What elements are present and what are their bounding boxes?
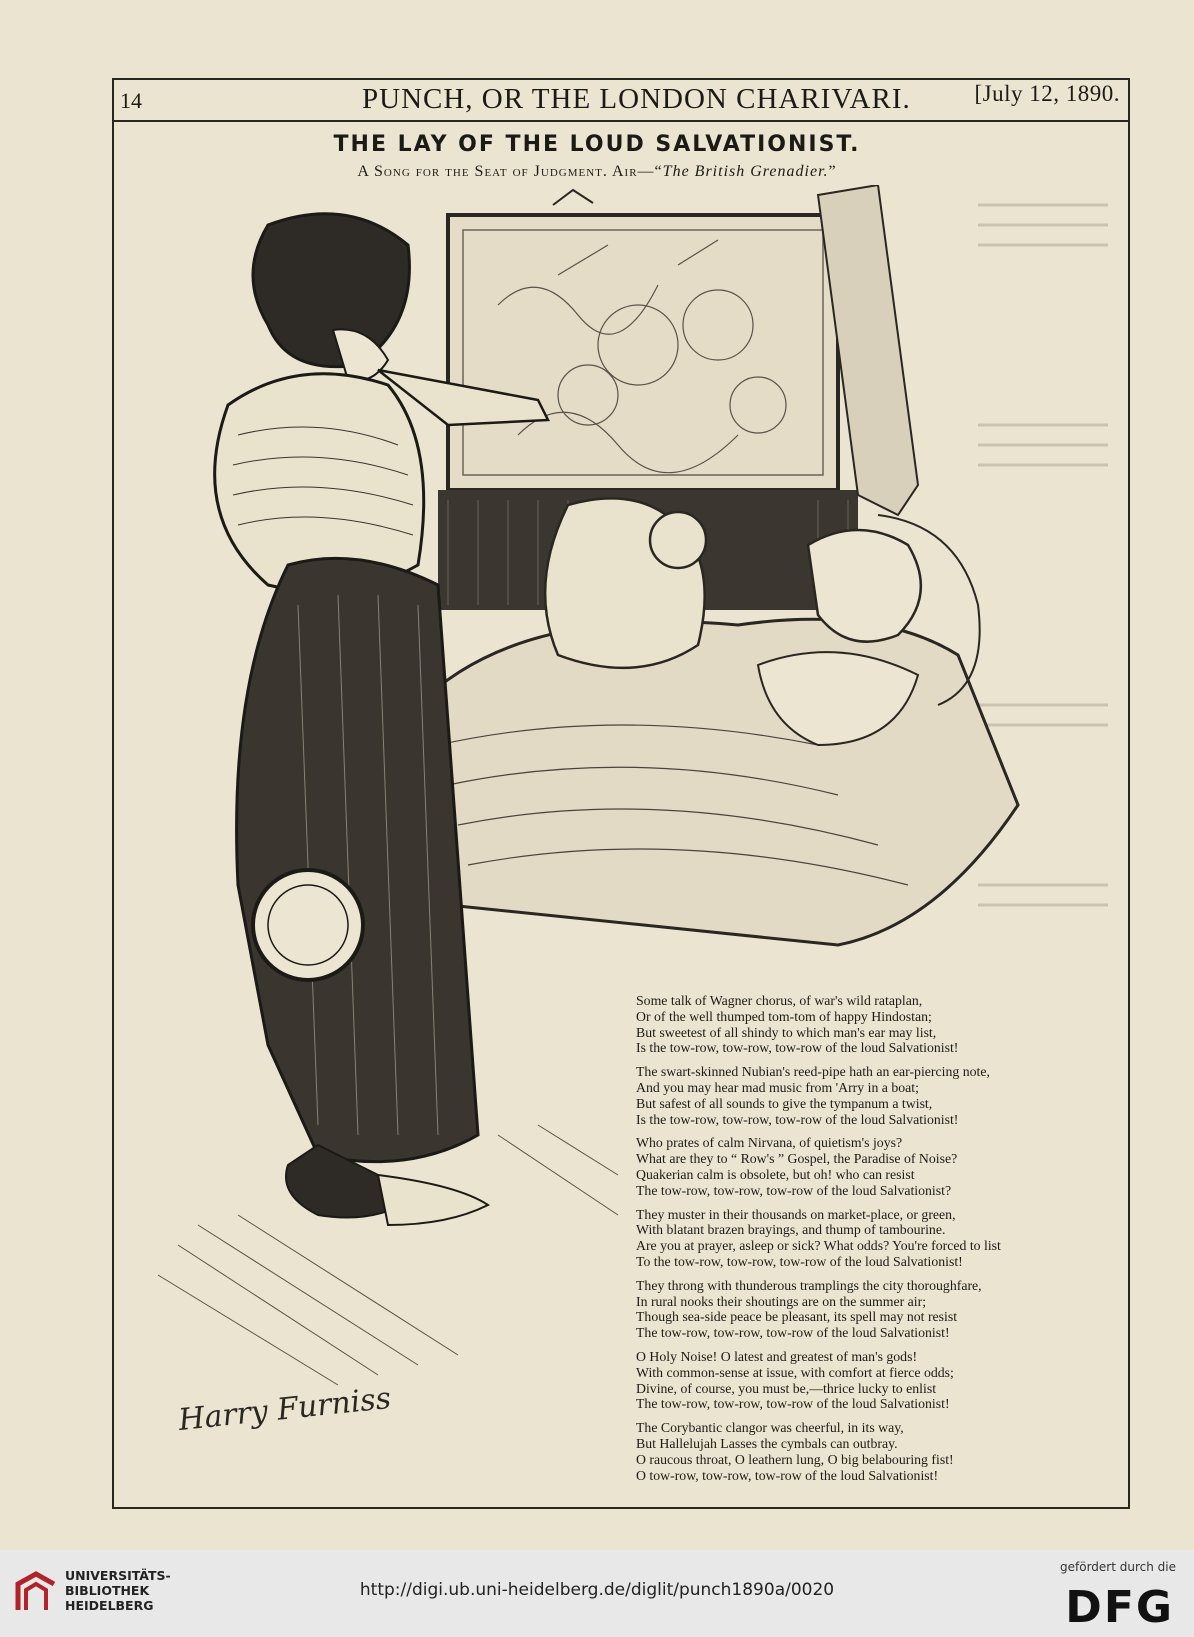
poem-line: Some talk of Wagner chorus, of war's wild rataplan, [636, 993, 923, 1008]
poem-line: O Holy Noise! O latest and greatest of man's gods! [636, 1348, 918, 1364]
sleeper-figure [545, 498, 706, 668]
poem-stanza [636, 1349, 1156, 1412]
permalink-url[interactable]: http://digi.ub.uni-heidelberg.de/diglit/punch1890a/0020 [359, 1580, 835, 1600]
poem-line: They throng with thunderous tramplings the city thoroughfare, [636, 1277, 982, 1293]
library-name-line3: HEIDELBERG [65, 1598, 154, 1613]
poem-line: Or of the well thumped tom-tom of happy Hindostan; [636, 1008, 932, 1024]
poem-line: But sweetest of all shindy to which man's ear may list, [636, 1024, 937, 1040]
poem-line: The tow-row, tow-row, tow-row of the loud Salvationist? [636, 1182, 952, 1198]
poem-line: Divine, of course, you must be,—thrice lucky to enlist [636, 1380, 937, 1396]
article-title: THE LAY OF THE LOUD SALVATIONIST. [333, 132, 861, 157]
header-rule [112, 120, 1130, 122]
poem-line: In rural nooks their shoutings are on the summer air; [636, 1293, 927, 1309]
poem-line: The tow-row, tow-row, tow-row of the loud Salvationist! [636, 1325, 950, 1341]
poem-line: With common-sense at issue, with comfort at fierce odds; [636, 1364, 954, 1380]
poem-line: The swart-skinned Nubian's reed-pipe hath an ear-piercing note, [636, 1064, 990, 1080]
subtitle-prefix: A Song for the Seat of Judgment. Air—“ [357, 163, 663, 180]
poem-line: With blatant brazen brayings, and thump of tambourine. [636, 1222, 946, 1238]
masthead: PUNCH, OR THE LONDON CHARIVARI. [362, 83, 911, 115]
page-number: 14 [120, 88, 142, 113]
page-header [112, 78, 1130, 120]
poem-line: Though sea-side peace be pleasant, its spell may not resist [636, 1309, 958, 1325]
wall-picture [448, 190, 838, 490]
poem-line: Is the tow-row, tow-row, tow-row of the loud Salvationist! [636, 1111, 959, 1127]
poem-stanza [636, 1135, 1156, 1198]
library-name-line1: UNIVERSITÄTS- [65, 1568, 171, 1583]
poem-line: Are you at prayer, asleep or sick? What odds? You're forced to list [636, 1238, 1001, 1254]
poem-line: What are they to “ Row's ” Gospel, the Paradise of Noise? [636, 1151, 958, 1167]
issue-date: [July 12, 1890. [974, 81, 1120, 106]
poem-line: They muster in their thousands on market-place, or green, [636, 1206, 956, 1222]
library-name-line2: BIBLIOTHEK [65, 1583, 150, 1598]
poem-stanza [636, 1278, 1156, 1341]
tambourine [253, 870, 363, 980]
poem-line: O tow-row, tow-row, tow-row of the loud Salvationist! [636, 1467, 939, 1483]
subtitle-air: The British Grenadier. [662, 163, 829, 180]
poem-stanza [636, 1064, 1156, 1127]
poem-line: And you may hear mad music from 'Arry in a boat; [636, 1079, 919, 1095]
poem-line: To the tow-row, tow-row, tow-row of the loud Salvationist! [636, 1253, 963, 1269]
poem-stanza [636, 1207, 1156, 1270]
poem-line: Is the tow-row, tow-row, tow-row of the loud Salvationist! [636, 1040, 959, 1056]
library-footer [0, 1550, 1194, 1637]
article-subtitle [0, 163, 1194, 181]
artist-signature: Harry Furniss [176, 1380, 393, 1439]
poem-line: But safest of all sounds to give the tympanum a twist, [636, 1095, 933, 1111]
poem-line: O raucous throat, O leathern lung, O big belabouring fist! [636, 1451, 954, 1467]
poem-text [636, 993, 1156, 1491]
funded-by-label: gefördert durch die [1060, 1560, 1176, 1574]
poem-line: The tow-row, tow-row, tow-row of the loud Salvationist! [636, 1396, 950, 1412]
bottom-rule [112, 1507, 1130, 1509]
bed [418, 619, 1018, 945]
subtitle-suffix: ” [828, 163, 837, 180]
floor-hatching [158, 1125, 618, 1385]
poem-line: But Hallelujah Lasses the cymbals can outbray. [636, 1435, 898, 1451]
dfg-logo: DFG [1065, 1582, 1174, 1633]
poem-line: Who prates of calm Nirvana, of quietism's joys? [636, 1135, 903, 1151]
poem-stanza [636, 1420, 1156, 1483]
poem-line: The Corybantic clangor was cheerful, in its way, [636, 1420, 904, 1436]
poem-stanza [636, 993, 1156, 1056]
poem-line: Quakerian calm is obsolete, but oh! who can resist [636, 1166, 915, 1182]
